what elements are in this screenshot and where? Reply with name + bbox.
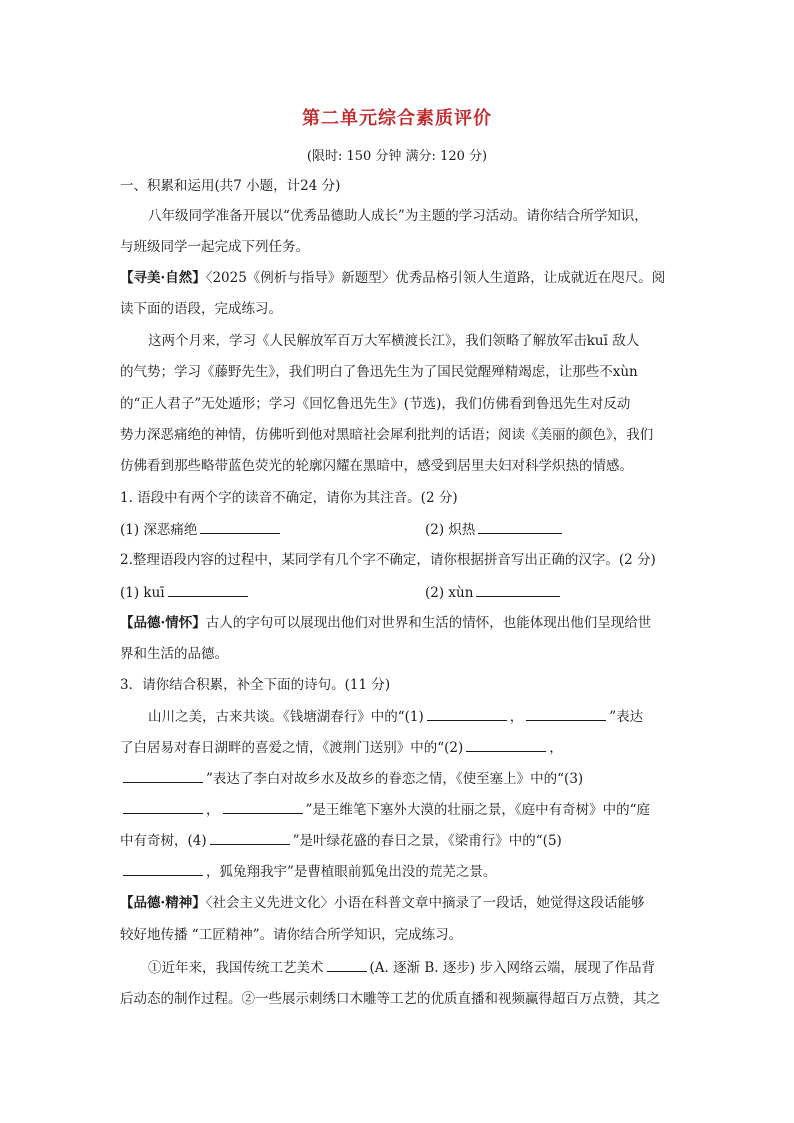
- q1-item-a-blank[interactable]: [200, 519, 280, 534]
- poem-text: ，: [206, 802, 220, 818]
- poem-blank-3b[interactable]: [223, 799, 303, 814]
- part3-text: 〈社会主义先进文化〉小语在科普文章中摘录了一段话，她觉得这段话能够: [205, 895, 645, 911]
- passage-text: (A. 逐渐 B. 逐步) 步入网络云端，展现了作品背: [369, 960, 655, 976]
- q2-item-b-label: (2) xùn: [425, 585, 474, 601]
- poem-blank-1a[interactable]: [427, 706, 507, 721]
- poem-blank-5[interactable]: [123, 861, 203, 876]
- poem-text: ”是叶绿花盛的春日之景，《梁甫行》中的“(5): [292, 833, 562, 849]
- page-title: 第二单元综合素质评价: [302, 108, 492, 129]
- question-1: 1. 语段中有两个字的读音不确定，请你为其注音。(2 分): [120, 490, 458, 506]
- poem-text: 了白居易对春日湖畔的喜爱之情，《渡荆门送别》中的“(2): [120, 740, 464, 756]
- passage-line-4: 势力深恶痛绝的神情，仿佛听到他对黑暗社会犀利批判的话语；阅读《美丽的颜色》，我们: [120, 427, 654, 443]
- part2-tag: 【品德·情怀】: [120, 615, 206, 631]
- q2-item-b: [425, 582, 563, 603]
- poem-text: ”表达了李白对故乡水及故乡的眷恋之情，《使至塞上》中的“(3): [206, 771, 584, 787]
- question-1-items: [120, 519, 680, 540]
- part3-passage-line-2: 后动态的制作过程。②一些展示刺绣口木雕等工艺的优质直播和视频赢得超百万点赞，其之: [120, 991, 660, 1007]
- part2-text: 古人的字句可以展现出他们对世界和生活的情怀，也能体现出他们呈现给世: [205, 615, 652, 631]
- q2-item-b-blank[interactable]: [476, 582, 560, 597]
- poem-blank-4[interactable]: [210, 830, 290, 845]
- poem-text: ”是王维笔下塞外大漠的壮丽之景，《庭中有奇树》中的“庭: [305, 802, 651, 818]
- q2-item-a-blank[interactable]: [168, 582, 248, 597]
- poem-line-2: [120, 737, 680, 758]
- passage-line-5: 仿佛看到那些略带蓝色荧光的轮廓闪耀在黑暗中，感受到居里夫妇对科学炽热的情感。: [120, 458, 633, 474]
- intro-line-1: 八年级同学准备开展以“优秀品德助人成长”为主题的学习活动。请你结合所学知识，: [148, 208, 648, 224]
- part1-intro-line-2: 读下面的语段，完成练习。: [120, 301, 282, 317]
- poem-line-1: [148, 706, 708, 727]
- time-limit-note: (限时: 150 分钟 满分: 120 分): [306, 149, 488, 164]
- poem-text: ，: [549, 740, 563, 756]
- passage-line-1: 这两个月来，学习《人民解放军百万大军横渡长江》，我们领略了解放军击kuī 敌人: [148, 333, 640, 349]
- poem-line-4: [120, 799, 680, 820]
- passage-text: ①近年来，我国传统工艺美术: [148, 960, 324, 976]
- part2-intro-line-1: [120, 613, 680, 633]
- part2-intro-line-2: 界和生活的品德。: [120, 646, 228, 662]
- question-3: 3．请你结合积累，补全下面的诗句。(11 分): [120, 677, 391, 693]
- poem-blank-1b[interactable]: [526, 706, 606, 721]
- part3-tag: 【品德·精神】: [120, 895, 206, 911]
- q1-item-a-label: (1) 深恶痛绝: [120, 522, 198, 538]
- poem-text: 中有奇树，(4): [120, 833, 207, 849]
- poem-text: ”表达: [609, 709, 644, 725]
- poem-line-5: [120, 830, 680, 851]
- part1-text: 〈2025《例析与指导》新题型〉优秀品格引领人生道路，让成就近在咫尺。阅: [205, 270, 666, 286]
- poem-text: ，狐兔翔我宇”是曹植眼前狐兔出没的荒芜之景。: [206, 864, 497, 880]
- poem-line-3: [120, 768, 680, 789]
- part3-intro-line-1: [120, 893, 680, 913]
- poem-text: ，: [509, 709, 524, 725]
- part1-intro-line-1: [120, 268, 680, 288]
- q2-item-a-label: (1) kuī: [120, 585, 165, 601]
- passage-line-2: 的气势；学习《藤野先生》，我们明白了鲁迅先生为了国民觉醒殚精竭虑，让那些不xùn: [120, 364, 638, 380]
- q1-item-b-blank[interactable]: [478, 519, 562, 534]
- part3-intro-line-2: 较好地传播 “工匠精神”。请你结合所学知识，完成练习。: [120, 927, 463, 943]
- part3-passage-line-1: [148, 957, 708, 978]
- question-2-items: [120, 582, 680, 603]
- word-choice-blank[interactable]: [327, 957, 367, 972]
- part1-tag: 【寻美·自然】: [120, 270, 206, 286]
- poem-text: 山川之美，古来共谈。《钱塘湖春行》中的“(1): [148, 709, 424, 725]
- q1-item-b-label: (2) 炽热: [425, 522, 476, 538]
- question-2: 2.整理语段内容的过程中，某同学有几个字不确定，请你根据拼音写出正确的汉字。(2 分): [120, 552, 656, 568]
- q1-item-b: [425, 519, 565, 540]
- section-heading: 一、积累和运用(共7 小题，计24 分): [120, 178, 341, 194]
- passage-line-3: 的“正人君子”无处遁形；学习《回忆鲁迅先生》(节选)，我们仿佛看到鲁迅先生对反动: [120, 396, 631, 412]
- poem-blank-3a[interactable]: [123, 799, 203, 814]
- poem-blank-2b[interactable]: [123, 768, 203, 783]
- poem-blank-2a[interactable]: [466, 737, 546, 752]
- poem-line-6: [120, 861, 680, 882]
- intro-line-2: 与班级同学一起完成下列任务。: [120, 239, 309, 255]
